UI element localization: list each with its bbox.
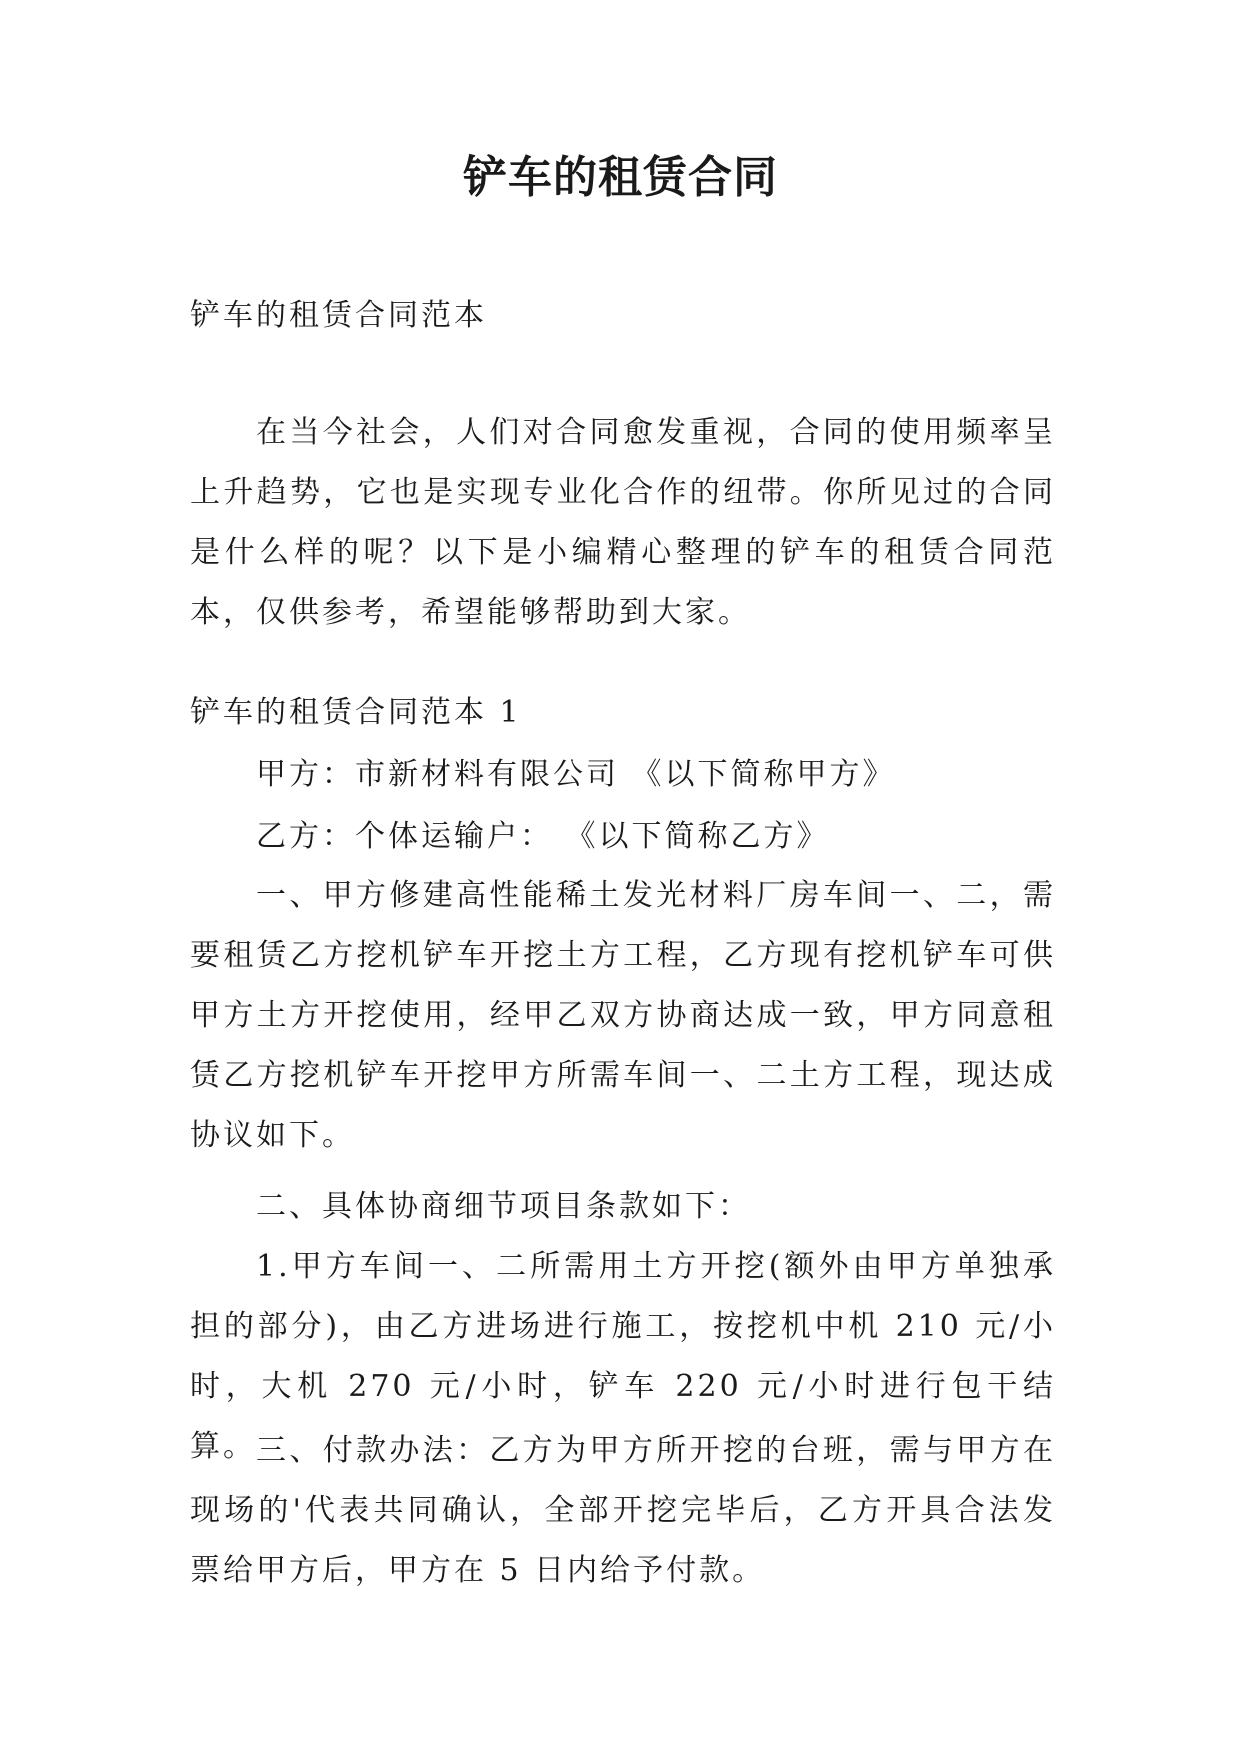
section-heading: 铲车的租赁合同范本 1 <box>190 695 522 730</box>
clause-3-paragraph: 三、付款办法：乙方为甲方所开挖的台班，需与甲方在现场的'代表共同确认，全部开挖完毕后，乙方开具合法发票给甲方后，甲方在 5 日内给予付款。 <box>190 1433 1056 1588</box>
clause-2-heading: 二、具体协商细节项目条款如下： <box>256 1189 751 1224</box>
document-subtitle: 铲车的租赁合同范本 <box>190 298 487 333</box>
party-a-line: 甲方：市新材料有限公司 《以下简称甲方》 <box>256 757 896 792</box>
clause-2-1-paragraph: 1.甲方车间一、二所需用土方开挖(额外由甲方单独承担的部分)，由乙方进场进行施工，按挖机中机 210 元/小时，大机 270 元/小时，铲车 220 元/小时进行包干结算。 <box>190 1249 1056 1464</box>
party-b-line: 乙方：个体运输户： 《以下简称乙方》 <box>256 819 830 854</box>
clause-1-paragraph: 一、甲方修建高性能稀土发光材料厂房车间一、二，需要租赁乙方挖机铲车开挖土方工程，乙方现有挖机铲车可供甲方土方开挖使用，经甲乙双方协商达成一致，甲方同意租赁乙方挖机铲车开挖甲方所需车间一、二土方工程，现达成协议如下。 <box>190 878 1056 1153</box>
document-title: 铲车的租赁合同 <box>463 152 778 203</box>
intro-paragraph: 在当今社会，人们对合同愈发重视，合同的使用频率呈上升趋势，它也是实现专业化合作的纽带。你所见过的合同是什么样的呢？以下是小编精心整理的铲车的租赁合同范本，仅供参考，希望能够帮助到大家。 <box>190 415 1056 630</box>
